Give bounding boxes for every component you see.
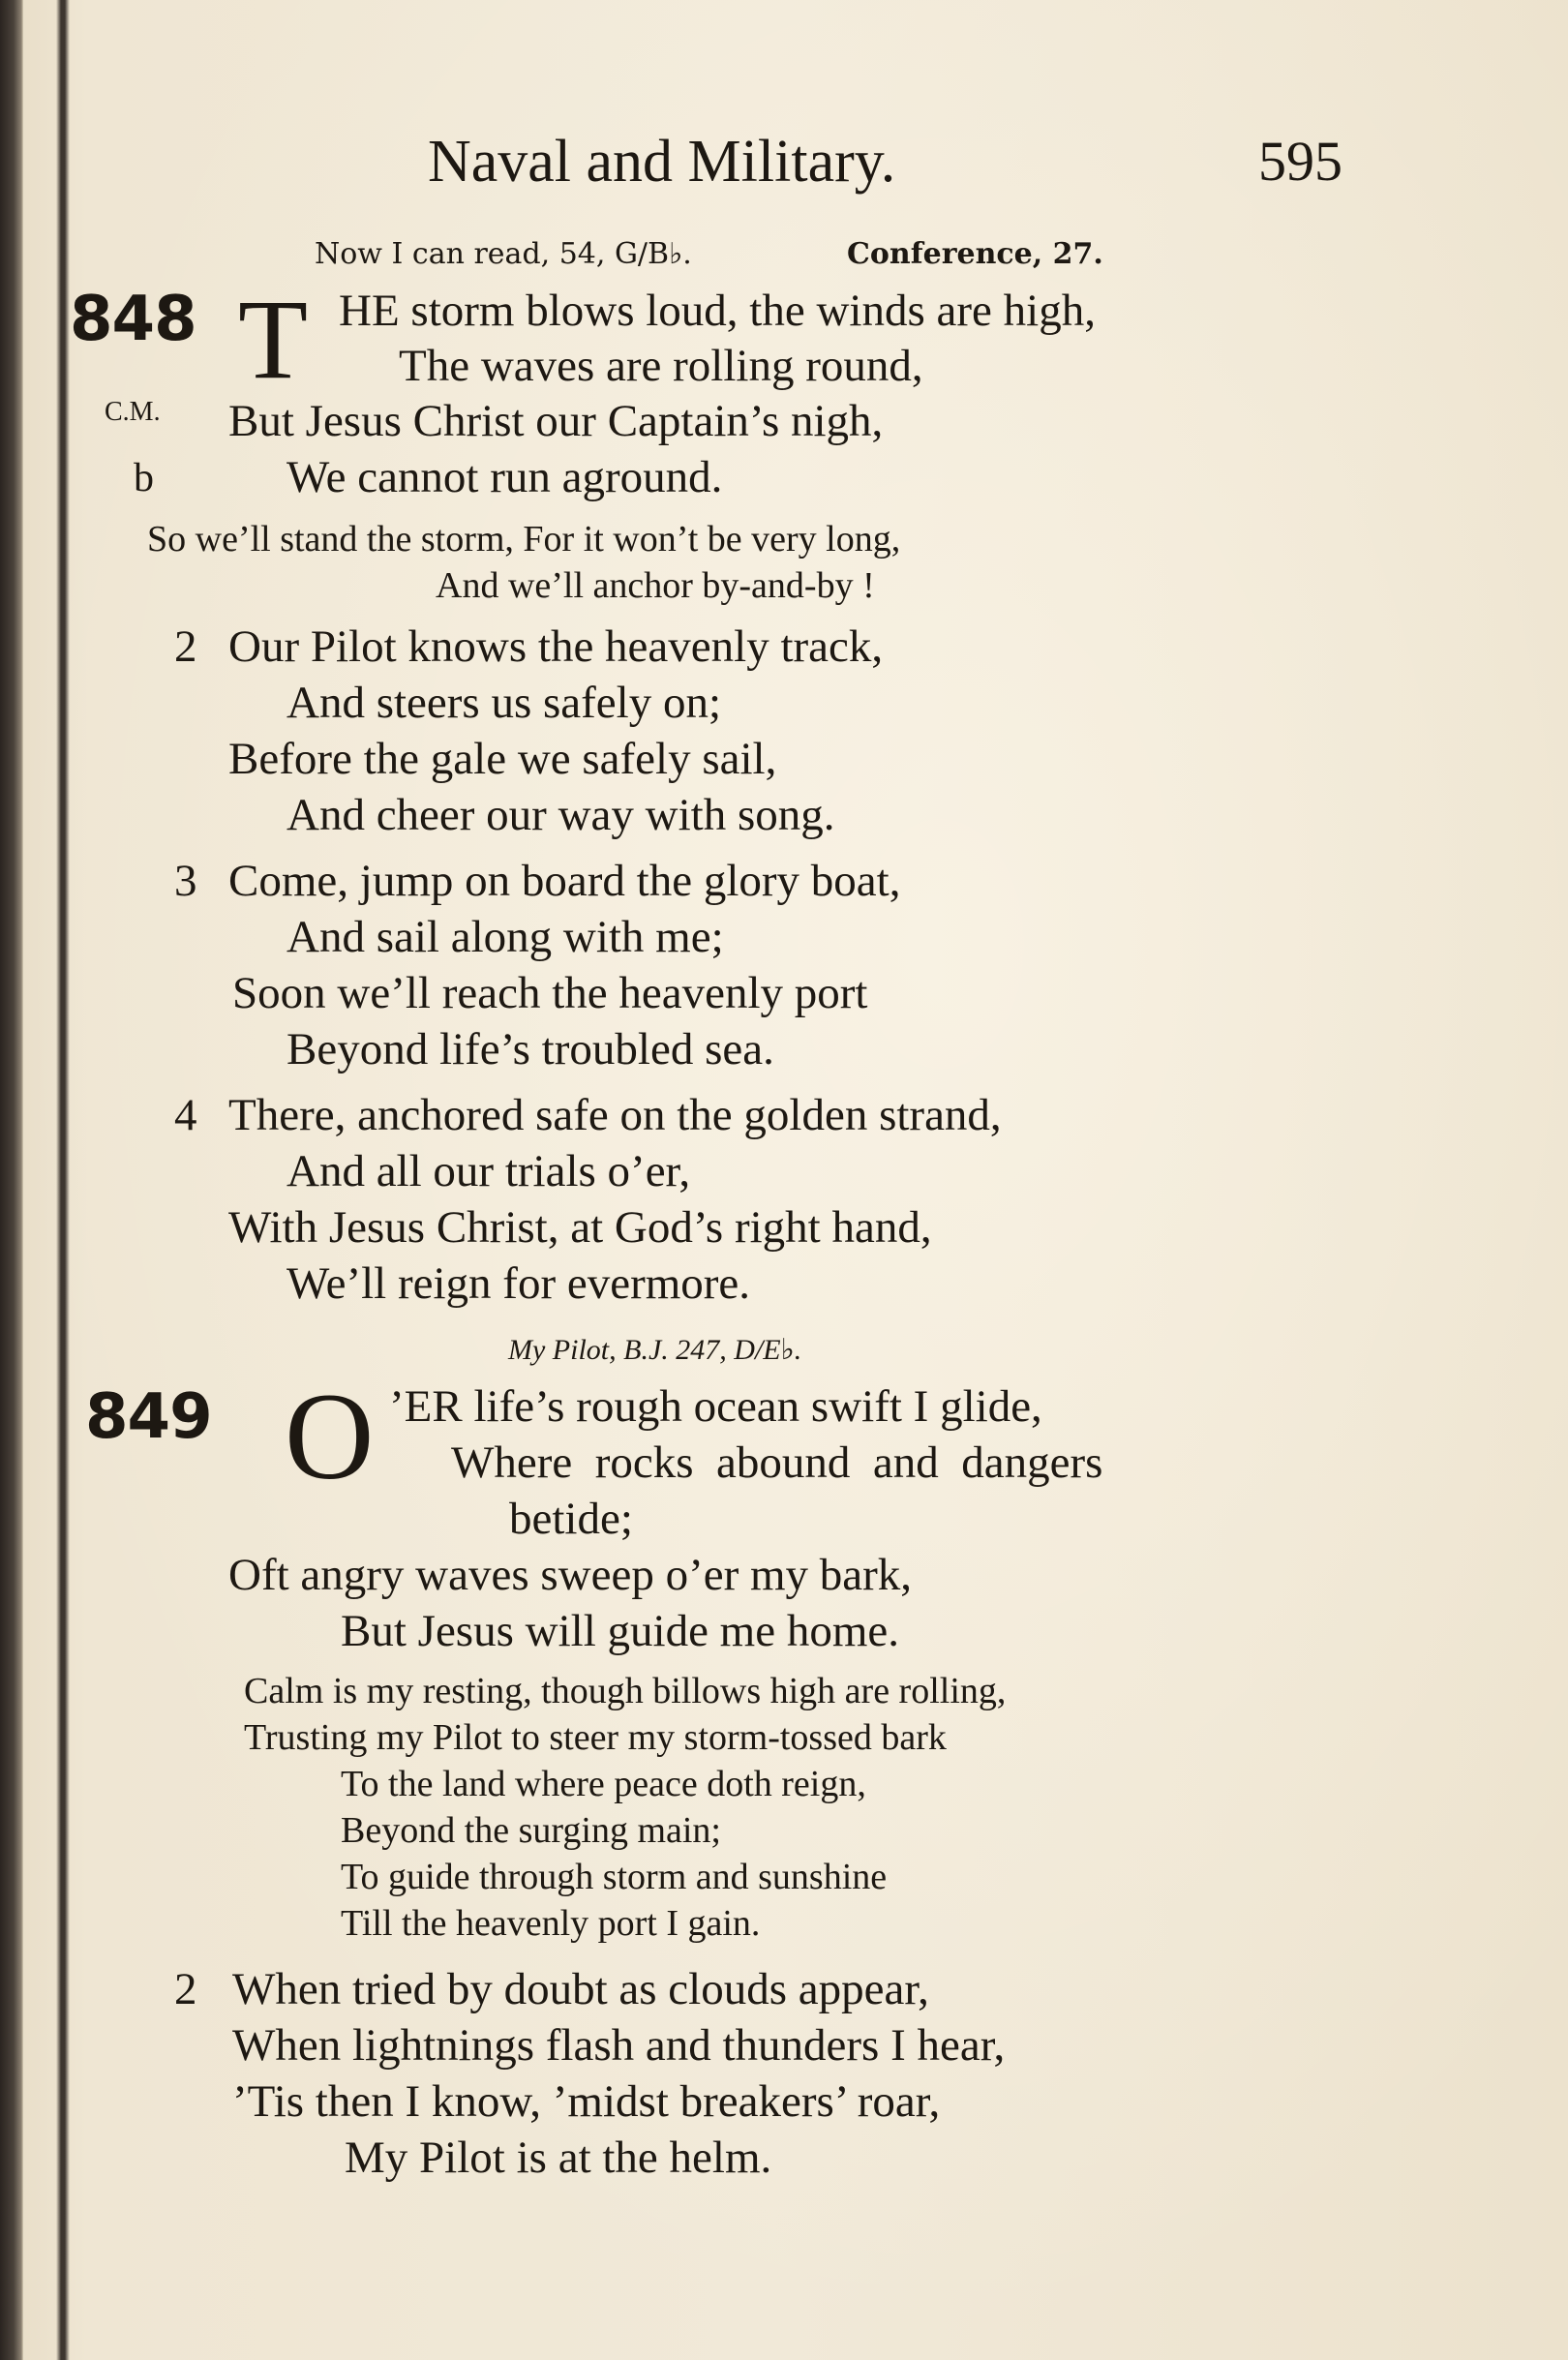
hymn-848-line: And steers us safely on;	[286, 678, 722, 728]
tune-reference-1: Now I can read, 54, G/B♭.	[315, 237, 692, 271]
hymn-848-line: And sail along with me;	[286, 912, 724, 962]
verse-number: 2	[174, 1964, 197, 2014]
verse-number: 3	[174, 856, 197, 906]
hymn-848-line: We cannot run aground.	[286, 452, 723, 502]
hymn-849-line: betide;	[509, 1494, 633, 1544]
hymn-848-line: We’ll reign for evermore.	[286, 1258, 751, 1309]
drop-cap-o: O	[285, 1368, 375, 1505]
hymn-848-line: Before the gale we safely sail,	[228, 734, 777, 784]
hymn-number-848: 848	[70, 284, 196, 355]
key-label: b	[134, 456, 154, 500]
hymn-848-line: There, anchored safe on the golden strand,	[228, 1090, 1002, 1140]
hymn-849-chorus-line: Till the heavenly port I gain.	[341, 1903, 761, 1944]
drop-cap-t: T	[238, 276, 309, 403]
hymn-number-849: 849	[85, 1381, 212, 1453]
hymn-848-line: Come, jump on board the glory boat,	[228, 856, 901, 906]
hymn-848-line: With Jesus Christ, at God’s right hand,	[228, 1202, 932, 1253]
hymn-849-line: Oft angry waves sweep o’er my bark,	[228, 1550, 913, 1600]
verse-number: 4	[174, 1090, 197, 1140]
hymn-849-line: But Jesus will guide me home.	[341, 1606, 900, 1656]
hymn-848-line: Our Pilot knows the heavenly track,	[228, 621, 884, 672]
hymn-849-chorus-line: Beyond the surging main;	[341, 1810, 721, 1851]
gutter-line	[56, 0, 70, 2360]
hymn-848-line: And all our trials o’er,	[286, 1146, 691, 1196]
tune-reference: My Pilot, B.J. 247, D/E♭.	[508, 1334, 802, 1366]
running-title: Naval and Military.	[428, 129, 896, 195]
hymn-849-line: When lightnings flash and thunders I hear,	[232, 2020, 1006, 2071]
hymn-849-line: Where rocks abound and dangers	[451, 1437, 1103, 1488]
hymn-849-line: ’Tis then I know, ’midst breakers’ roar,	[232, 2076, 941, 2127]
hymn-848-line: Beyond life’s troubled sea.	[286, 1024, 774, 1074]
hymn-849-line: When tried by doubt as clouds appear,	[232, 1964, 929, 2014]
hymn-848-first-line: HE storm blows loud, the winds are high,	[339, 286, 1096, 336]
hymn-848-chorus-line: And we’ll anchor by-and-by !	[436, 565, 875, 606]
hymn-849-line: My Pilot is at the helm.	[345, 2133, 772, 2183]
hymn-848-chorus-line: So we’ll stand the storm, For it won’t be very long,	[147, 519, 901, 560]
tune-reference-2: Conference, 27.	[847, 237, 1103, 271]
hymn-849-chorus-line: Trusting my Pilot to steer my storm-tossed bark	[244, 1717, 947, 1758]
hymn-848-line: But Jesus Christ our Captain’s nigh,	[228, 396, 884, 446]
hymn-849-chorus-line: To guide through storm and sunshine	[341, 1857, 888, 1897]
hymn-849-chorus-line: To the land where peace doth reign,	[341, 1764, 866, 1804]
hymn-848-line: And cheer our way with song.	[286, 790, 835, 840]
hymn-848-line: The waves are rolling round,	[399, 341, 923, 391]
meter-label: C.M.	[105, 397, 161, 427]
hymn-849-line: ’ER life’s rough ocean swift I glide,	[389, 1381, 1042, 1432]
hymn-848-line: Soon we’ll reach the heavenly port	[232, 968, 868, 1018]
verse-number: 2	[174, 621, 197, 672]
book-spine	[0, 0, 23, 2360]
page-number: 595	[1258, 130, 1342, 193]
hymn-849-chorus-line: Calm is my resting, though billows high are rolling,	[244, 1671, 1007, 1711]
